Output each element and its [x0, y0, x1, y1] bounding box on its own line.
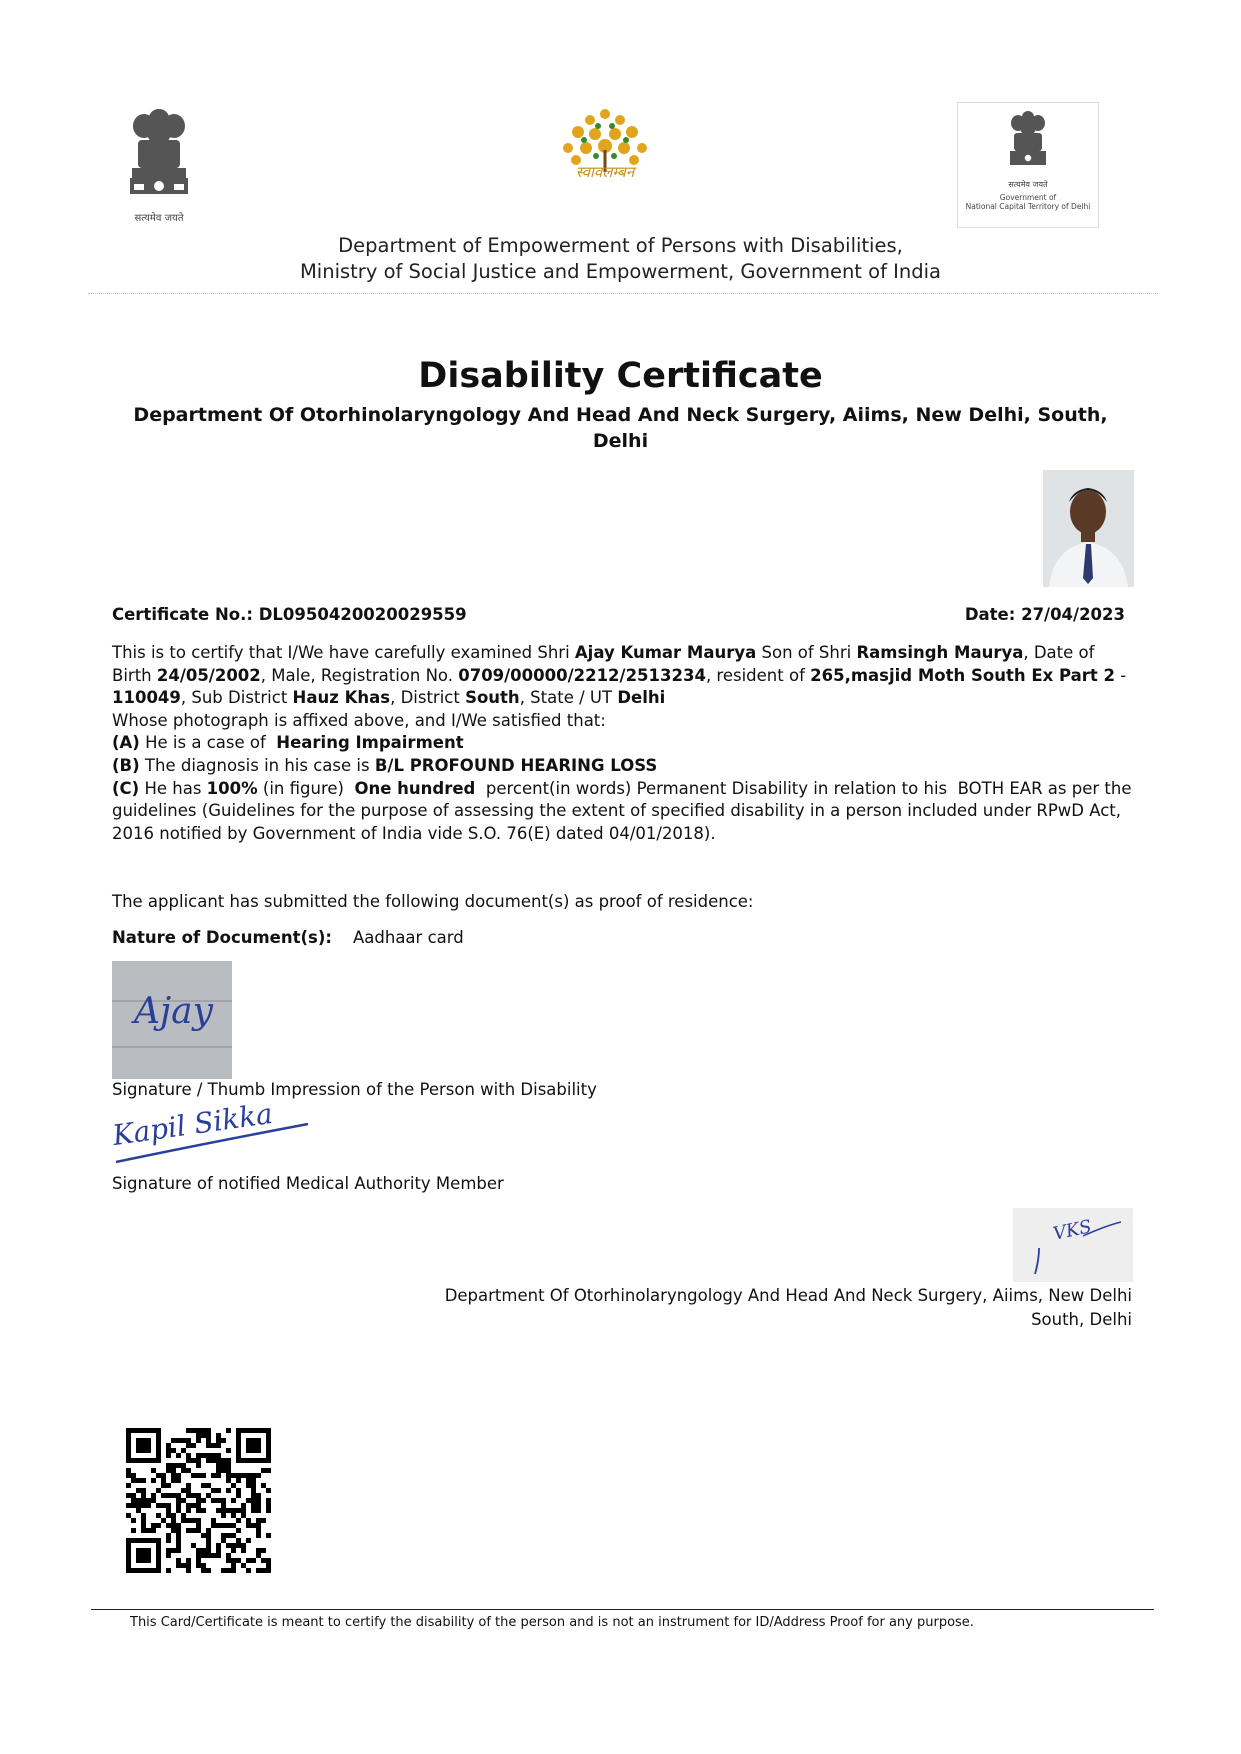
qr-code [126, 1428, 271, 1573]
applicant-signature-text: Ajay [134, 991, 213, 1032]
father-name: Ramsingh Maurya [856, 643, 1024, 662]
footer-disclaimer: This Card/Certificate is meant to certify the disability of the person and is not an instrument for ID/Address Proof for any purpose. [130, 1615, 974, 1630]
photograph-statement: Whose photograph is affixed above, and I/We satisfied that: [112, 710, 606, 730]
applicant-photo [1043, 470, 1134, 587]
state: Delhi [617, 688, 666, 708]
right-logo-line2: National Capital Territory of Delhi [965, 202, 1091, 211]
issuing-department: Department Of Otorhinolaryngology And Head And Neck Surgery, Aiims, New Delhi, South, Delhi [133, 404, 1108, 452]
footer-divider [91, 1609, 1154, 1610]
lion-capital-icon [958, 103, 1098, 175]
emblem-motto: सत्यमेव जयते [134, 213, 184, 224]
disability-percent-words: One hundred [354, 778, 476, 798]
affected-part: BOTH EAR [957, 778, 1043, 798]
head-signature-text: VKS [1051, 1216, 1094, 1245]
certificate-number-label: Certificate No.: [112, 605, 253, 624]
finding-a: (A) He is a case of Hearing Impairment [112, 733, 464, 753]
registration-number: 0709/00000/2212/2513234 [458, 665, 706, 685]
right-logo-line1: Government of [999, 193, 1057, 202]
national-emblem-left [118, 104, 200, 222]
pin-code: 110049 [112, 688, 181, 708]
address: 265,masjid Moth South Ex Part 2 [810, 665, 1116, 685]
swavlamban-logo-text: स्वावलम्बन [575, 163, 635, 181]
disability-percent: 100% [206, 778, 258, 798]
date-value: 27/04/2023 [1021, 605, 1125, 624]
issuing-authority-line-2: South, Delhi [1031, 1310, 1132, 1329]
delhi-govt-logo [957, 102, 1099, 228]
page-title: Disability Certificate [418, 356, 823, 396]
nature-label: Nature of Document(s): [112, 928, 332, 947]
lion-capital-icon [118, 104, 200, 204]
district: South [465, 688, 520, 708]
finding-b: (B) The diagnosis in his case is B/L PROFOUND HEARING LOSS [112, 755, 658, 775]
applicant-name: Ajay Kumar Maurya [574, 643, 757, 662]
qr-code-icon [126, 1428, 271, 1573]
dept-line-1: Department of Empowerment of Persons with Disabilities, [338, 234, 903, 257]
person-photo-icon [1043, 470, 1134, 587]
nature-of-document [112, 928, 464, 947]
certificate-date [965, 605, 1125, 624]
swavlamban-logo-icon [550, 100, 660, 198]
certificate-number-value: DL0950420020029559 [258, 605, 467, 624]
applicant-signature [112, 961, 232, 1079]
diagnosis: B/L PROFOUND HEARING LOSS [374, 755, 658, 775]
sub-district: Hauz Khas [292, 688, 391, 708]
authority-signature [110, 1096, 312, 1172]
authority-signature-text: Kapil Sikka [110, 1096, 275, 1153]
dept-line-2: Ministry of Social Justice and Empowerment, Government of India [299, 260, 941, 283]
proof-intro: The applicant has submitted the following document(s) as proof of residence: [112, 892, 754, 911]
issuing-authority-line-1: Department Of Otorhinolaryngology And Head And Neck Surgery, Aiims, New Delhi [444, 1286, 1132, 1305]
authority-signature-caption: Signature of notified Medical Authority Member [112, 1174, 504, 1193]
header-divider [88, 293, 1158, 294]
applicant-signature-caption: Signature / Thumb Impression of the Person with Disability [112, 1080, 597, 1099]
finding-c: (C) He has 100% (in figure) One hundred percent(in words) Permanent Disability in relation to his BOTH EAR as per the guidelines (Guidelines for the purpose of assessing the extent of specified disability in a person included under RPwD Act, 2016 notified by Government of India vide S.O. 76(E) dated 04/01/2018). [112, 778, 1132, 843]
certificate-number [112, 605, 467, 624]
date-of-birth: 24/05/2002 [156, 665, 261, 685]
issuing-authority [372, 1284, 1132, 1332]
signature-underline [112, 1100, 312, 1172]
certificate-body [112, 642, 1136, 845]
swavlamban-logo [550, 100, 660, 198]
document-type: Aadhaar card [352, 928, 464, 947]
department-header [0, 233, 1241, 285]
gender: Male [271, 665, 311, 685]
right-logo-motto: सत्यमेव जयते [1008, 180, 1048, 189]
head-signature [1013, 1208, 1133, 1282]
certification-paragraph: This is to certify that I/We have carefully examined Shri Ajay Kumar Maurya Son of Shri Ramsingh Maurya, Date of Birth 24/05/2002, Male, Registration No. 0709/00000/2212/2513234, resident of 265,masjid Moth South Ex Part 2 - 110049, Sub District Hauz Khas, District South, State / UT Delhi [112, 643, 1127, 708]
date-label: Date: [964, 605, 1016, 624]
disability-type: Hearing Impairment [276, 733, 464, 753]
